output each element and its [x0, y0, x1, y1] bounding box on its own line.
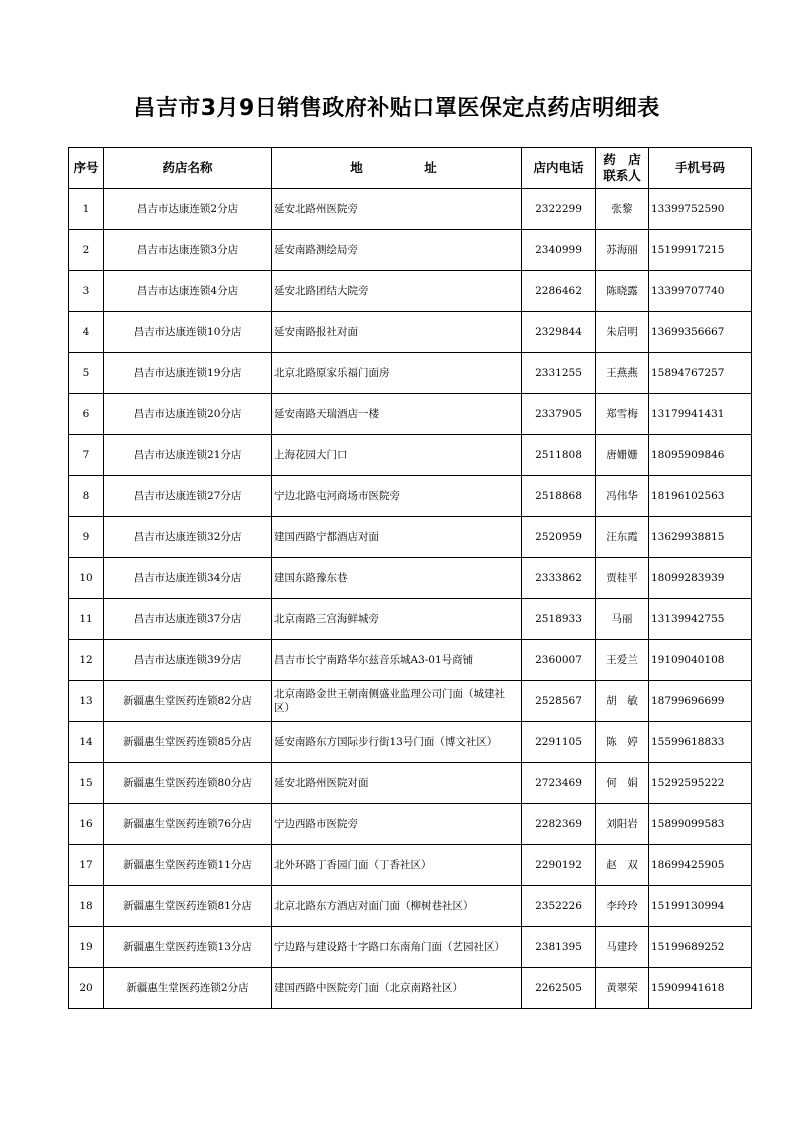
row-number: 15 — [69, 763, 104, 804]
store-phone: 2518868 — [522, 476, 596, 517]
store-phone: 2322299 — [522, 189, 596, 230]
row-number: 4 — [69, 312, 104, 353]
table-row — [69, 886, 752, 927]
mobile-number: 15199130994 — [649, 886, 752, 927]
pharmacy-address: 延安南路报社对面 — [272, 312, 522, 353]
table-row — [69, 558, 752, 599]
page-title: 昌吉市3月9日销售政府补贴口罩医保定点药店明细表 — [133, 96, 660, 121]
contact-person: 王燕燕 — [596, 353, 649, 394]
mobile-number: 13699356667 — [649, 312, 752, 353]
mobile-number: 13399752590 — [649, 189, 752, 230]
column-header-mobile: 手机号码 — [649, 148, 752, 189]
store-phone: 2360007 — [522, 640, 596, 681]
row-number: 17 — [69, 845, 104, 886]
row-number: 11 — [69, 599, 104, 640]
table-row — [69, 722, 752, 763]
table-row — [69, 189, 752, 230]
store-phone: 2520959 — [522, 517, 596, 558]
table-row — [69, 476, 752, 517]
mobile-number: 15599618833 — [649, 722, 752, 763]
pharmacy-address: 延安南路天瑞酒店一楼 — [272, 394, 522, 435]
contact-person: 汪东霞 — [596, 517, 649, 558]
pharmacy-address: 延安南路东方国际步行街13号门面（博文社区） — [272, 722, 522, 763]
column-header-contact-line2: 联系人 — [603, 168, 641, 183]
row-number: 3 — [69, 271, 104, 312]
pharmacy-address: 延安南路测绘局旁 — [272, 230, 522, 271]
table-row — [69, 230, 752, 271]
mobile-number: 15199917215 — [649, 230, 752, 271]
table-header — [69, 148, 752, 189]
pharmacy-address: 昌吉市长宁南路华尔兹音乐城A3-01号商铺 — [272, 640, 522, 681]
pharmacy-name: 昌吉市达康连锁37分店 — [104, 599, 272, 640]
row-number: 13 — [69, 681, 104, 722]
store-phone: 2333862 — [522, 558, 596, 599]
row-number: 12 — [69, 640, 104, 681]
contact-person: 刘阳岩 — [596, 804, 649, 845]
contact-person: 王爱兰 — [596, 640, 649, 681]
pharmacy-name: 昌吉市达康连锁20分店 — [104, 394, 272, 435]
pharmacy-name: 昌吉市达康连锁10分店 — [104, 312, 272, 353]
contact-person: 李玲玲 — [596, 886, 649, 927]
pharmacy-name: 新疆惠生堂医药连锁76分店 — [104, 804, 272, 845]
mobile-number: 18799696699 — [649, 681, 752, 722]
contact-person: 胡 敏 — [596, 681, 649, 722]
column-header-address-label: 地 址 — [350, 160, 443, 175]
table-row — [69, 763, 752, 804]
column-header-contact — [596, 148, 649, 189]
contact-person: 张黎 — [596, 189, 649, 230]
pharmacy-name: 昌吉市达康连锁19分店 — [104, 353, 272, 394]
header-row — [69, 148, 752, 189]
pharmacy-name: 昌吉市达康连锁21分店 — [104, 435, 272, 476]
contact-person: 马建玲 — [596, 927, 649, 968]
pharmacy-address: 北京北路东方酒店对面门面（柳树巷社区） — [272, 886, 522, 927]
contact-person: 赵 双 — [596, 845, 649, 886]
column-header-no: 序号 — [69, 148, 104, 189]
pharmacy-address: 延安北路团结大院旁 — [272, 271, 522, 312]
row-number: 2 — [69, 230, 104, 271]
table-row — [69, 517, 752, 558]
row-number: 6 — [69, 394, 104, 435]
row-number: 8 — [69, 476, 104, 517]
mobile-number: 15909941618 — [649, 968, 752, 1009]
pharmacy-name: 新疆惠生堂医药连锁80分店 — [104, 763, 272, 804]
mobile-number: 15199689252 — [649, 927, 752, 968]
mobile-number: 13139942755 — [649, 599, 752, 640]
mobile-number: 19109040108 — [649, 640, 752, 681]
row-number: 14 — [69, 722, 104, 763]
pharmacy-table — [68, 147, 752, 1009]
table-row — [69, 353, 752, 394]
row-number: 18 — [69, 886, 104, 927]
pharmacy-name: 新疆惠生堂医药连锁81分店 — [104, 886, 272, 927]
store-phone: 2352226 — [522, 886, 596, 927]
row-number: 20 — [69, 968, 104, 1009]
store-phone: 2340999 — [522, 230, 596, 271]
table-row — [69, 435, 752, 476]
pharmacy-address: 北京北路原家乐福门面房 — [272, 353, 522, 394]
row-number: 1 — [69, 189, 104, 230]
mobile-number: 13399707740 — [649, 271, 752, 312]
row-number: 16 — [69, 804, 104, 845]
table-row — [69, 845, 752, 886]
table-row — [69, 394, 752, 435]
pharmacy-address: 北京南路金世王朝南侧盛业监理公司门面（城建社区） — [272, 681, 522, 722]
table-row — [69, 681, 752, 722]
contact-person: 朱启明 — [596, 312, 649, 353]
row-number: 5 — [69, 353, 104, 394]
contact-person: 何 娟 — [596, 763, 649, 804]
contact-person: 陈晓露 — [596, 271, 649, 312]
column-header-address — [272, 148, 522, 189]
pharmacy-name: 昌吉市达康连锁4分店 — [104, 271, 272, 312]
store-phone: 2331255 — [522, 353, 596, 394]
pharmacy-address: 延安北路州医院对面 — [272, 763, 522, 804]
pharmacy-name: 昌吉市达康连锁39分店 — [104, 640, 272, 681]
pharmacy-address: 建国西路宁都酒店对面 — [272, 517, 522, 558]
pharmacy-address: 北京南路三宫海鲜城旁 — [272, 599, 522, 640]
row-number: 19 — [69, 927, 104, 968]
contact-person: 马丽 — [596, 599, 649, 640]
store-phone: 2723469 — [522, 763, 596, 804]
mobile-number: 18095909846 — [649, 435, 752, 476]
pharmacy-address: 建国西路中医院旁门面（北京南路社区） — [272, 968, 522, 1009]
table-row — [69, 927, 752, 968]
pharmacy-address: 宁边路与建设路十字路口东南角门面（艺园社区） — [272, 927, 522, 968]
mobile-number: 15899099583 — [649, 804, 752, 845]
pharmacy-name: 昌吉市达康连锁2分店 — [104, 189, 272, 230]
pharmacy-address: 延安北路州医院旁 — [272, 189, 522, 230]
table-row — [69, 804, 752, 845]
store-phone: 2511808 — [522, 435, 596, 476]
column-header-phone: 店内电话 — [522, 148, 596, 189]
table-row — [69, 312, 752, 353]
pharmacy-address: 建国东路豫东巷 — [272, 558, 522, 599]
store-phone: 2282369 — [522, 804, 596, 845]
row-number: 10 — [69, 558, 104, 599]
mobile-number: 15292595222 — [649, 763, 752, 804]
store-phone: 2262505 — [522, 968, 596, 1009]
pharmacy-address: 宁边西路市医院旁 — [272, 804, 522, 845]
store-phone: 2329844 — [522, 312, 596, 353]
table-row — [69, 968, 752, 1009]
pharmacy-name: 新疆惠生堂医药连锁85分店 — [104, 722, 272, 763]
mobile-number: 13629938815 — [649, 517, 752, 558]
pharmacy-name: 新疆惠生堂医药连锁11分店 — [104, 845, 272, 886]
store-phone: 2337905 — [522, 394, 596, 435]
table-body — [69, 189, 752, 1009]
store-phone: 2381395 — [522, 927, 596, 968]
contact-person: 黄翠荣 — [596, 968, 649, 1009]
store-phone: 2528567 — [522, 681, 596, 722]
mobile-number: 18699425905 — [649, 845, 752, 886]
pharmacy-address: 上海花园大门口 — [272, 435, 522, 476]
contact-person: 贾桂平 — [596, 558, 649, 599]
store-phone: 2286462 — [522, 271, 596, 312]
contact-person: 唐姗姗 — [596, 435, 649, 476]
contact-person: 陈 婷 — [596, 722, 649, 763]
mobile-number: 18099283939 — [649, 558, 752, 599]
pharmacy-name: 昌吉市达康连锁27分店 — [104, 476, 272, 517]
table-row — [69, 640, 752, 681]
pharmacy-address: 宁边北路屯河商场市医院旁 — [272, 476, 522, 517]
mobile-number: 15894767257 — [649, 353, 752, 394]
table-row — [69, 599, 752, 640]
store-phone: 2291105 — [522, 722, 596, 763]
row-number: 7 — [69, 435, 104, 476]
pharmacy-name: 昌吉市达康连锁34分店 — [104, 558, 272, 599]
column-header-name: 药店名称 — [104, 148, 272, 189]
contact-person: 苏海丽 — [596, 230, 649, 271]
pharmacy-address: 北外环路丁香园门面（丁香社区） — [272, 845, 522, 886]
store-phone: 2290192 — [522, 845, 596, 886]
table-row — [69, 271, 752, 312]
pharmacy-name: 新疆惠生堂医药连锁82分店 — [104, 681, 272, 722]
pharmacy-name: 新疆惠生堂医药连锁13分店 — [104, 927, 272, 968]
column-header-contact-line1: 药 店 — [603, 152, 641, 167]
store-phone: 2518933 — [522, 599, 596, 640]
pharmacy-name: 昌吉市达康连锁3分店 — [104, 230, 272, 271]
contact-person: 郑雪梅 — [596, 394, 649, 435]
mobile-number: 18196102563 — [649, 476, 752, 517]
mobile-number: 13179941431 — [649, 394, 752, 435]
pharmacy-name: 昌吉市达康连锁32分店 — [104, 517, 272, 558]
pharmacy-name: 新疆惠生堂医药连锁2分店 — [104, 968, 272, 1009]
row-number: 9 — [69, 517, 104, 558]
contact-person: 冯伟华 — [596, 476, 649, 517]
